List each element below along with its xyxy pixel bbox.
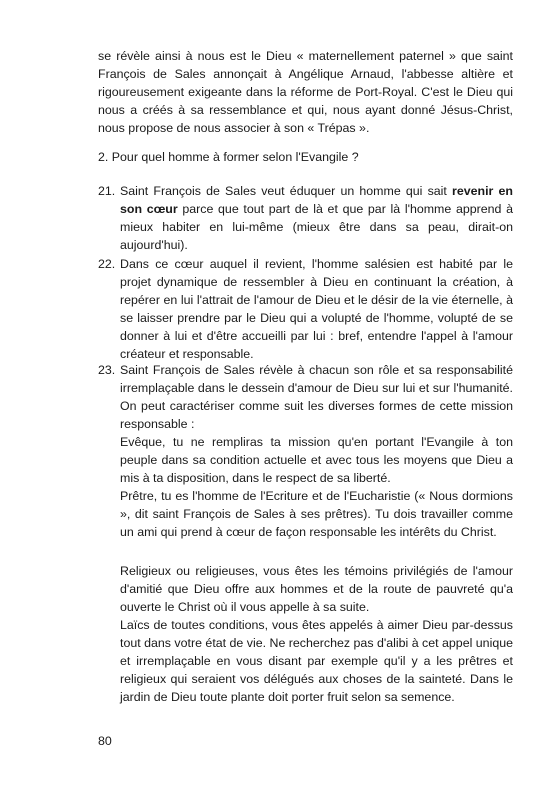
section-heading: 2. Pour quel homme à former selon l'Evangile ? — [98, 150, 359, 164]
item-21-text-before: Saint François de Sales veut éduquer un homme qui sait — [120, 184, 453, 198]
subparagraph-laity: Laïcs de toutes conditions, vous êtes appelés à aimer Dieu par-dessus tout dans votre état de vie. Ne recherchez pas d'alibi à cet appel unique et irremplaçable en vous disant par exemple qu'il y a les prêtres et religieux qui seraient vos délégués aux choses de la sainteté. Dans le jardin de Dieu toute plante doit porter fruit selon sa semence. — [120, 618, 513, 704]
item-22-text: Dans ce cœur auquel il revient, l'homme salésien est habité par le projet dynamique de ressembler à Dieu en continuant la création, à repérer en lui l'attrait de l'amour de Dieu et le désir de la vie éternelle, à se laisser prendre par le Dieu qui a volupté de l'homme, volupté de se donner à lui et d'être accueilli par lui : bref, entendre l'appel à l'amour créateur et responsable. — [120, 257, 513, 361]
item-21-emphasis: revenir en son cœur — [120, 184, 514, 216]
item-21-text — [120, 182, 513, 254]
item-21-text-after: parce que tout part de là et que par là l'homme apprend à mieux habiter en lui-même (mieux être dans sa peau, dirait-on aujourd'hui). — [120, 202, 513, 252]
intro-paragraph: se révèle ainsi à nous est le Dieu « maternellement paternel » que saint François de Sales annonçait à Angélique Arnaud, l'abbesse altière et rigoureusement exigeante dans la réforme de Port-Royal. C'est le Dieu qui nous a créés à sa ressemblance et qui, nous ayant donné Jésus-Christ, nous propose de nous associer à son « Trépas ». — [98, 49, 513, 135]
item-number-22: 22. — [98, 257, 116, 271]
item-number-21: 21. — [98, 184, 116, 198]
subparagraph-bishop: Evêque, tu ne rempliras ta mission qu'en portant l'Evangile à ton peuple dans sa condition actuelle et avec tous les moyens que Dieu a mis à ta disposition, dans le respect de sa liberté. — [120, 435, 513, 485]
subparagraph-religious: Religieux ou religieuses, vous êtes les témoins privilégiés de l'amour d'amitié que Dieu offre aux hommes et de la route de pauvreté qu'a ouverte le Christ où il vous appelle à sa suite. — [120, 564, 513, 614]
item-23-text: Saint François de Sales révèle à chacun son rôle et sa responsabilité irremplaçable dans le dessein d'amour de Dieu sur lui et sur l'humanité. On peut caractériser comme suit les diverses formes de cette mission responsable : — [120, 363, 513, 431]
item-number-23: 23. — [98, 363, 116, 377]
subparagraph-priest: Prêtre, tu es l'homme de l'Ecriture et de l'Eucharistie (« Nous dormions », dit saint François de Sales à ses prêtres). Tu dois travailler comme un ami qui prend à cœur de façon responsable les intérêts du Christ. — [120, 489, 513, 539]
page-number: 80 — [98, 734, 112, 748]
